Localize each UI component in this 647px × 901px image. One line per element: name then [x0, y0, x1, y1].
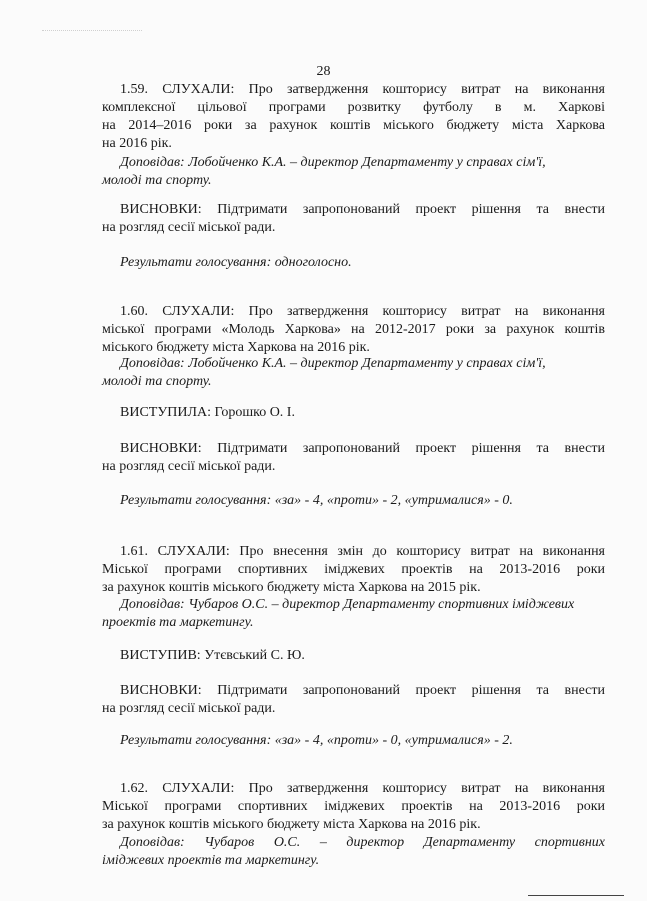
text-line: міського бюджету міста Харкова на 2016 рік.	[102, 340, 370, 355]
text-line: ВИСНОВКИ: Підтримати запропонований проект рішення та внести	[120, 441, 605, 456]
text-line: ВИСТУПИВ: Утєвський С. Ю.	[120, 648, 305, 663]
text-line: Доповідав: Чубаров О.С. – директор Департаменту спортивних іміджевих	[120, 597, 575, 612]
item-1-59-hearing	[102, 81, 605, 153]
text-line: комплексної цільової програми розвитку футболу в м. Харкові	[102, 100, 605, 115]
item-1-61-vote	[102, 732, 605, 750]
text-line: Доповідав: Чубаров О.С. – директор Департаменту спортивних	[120, 835, 605, 850]
item-1-62-hearing	[102, 780, 605, 834]
item-1-60-reporter	[102, 355, 605, 391]
text-line: Міської програми спортивних іміджевих проектів на 2013-2016 роки	[102, 799, 605, 814]
text-line: 1.60. СЛУХАЛИ: Про затвердження кошторису витрат на виконання	[120, 304, 605, 319]
item-1-60-vote	[102, 492, 605, 510]
text-line: Результати голосування: «за» - 4, «проти» - 2, «утрималися» - 0.	[120, 493, 513, 508]
item-1-59-reporter	[102, 154, 605, 190]
text-line: Результати голосування: одноголосно.	[120, 255, 352, 270]
text-line: Міської програми спортивних іміджевих проектів на 2013-2016 роки	[102, 562, 605, 577]
text-line: за рахунок коштів міського бюджету міста Харкова на 2015 рік.	[102, 580, 481, 595]
item-1-62-reporter	[102, 834, 605, 870]
item-1-61-spoke	[102, 647, 605, 665]
item-1-60-hearing	[102, 303, 605, 357]
item-1-61-conclusions	[102, 682, 605, 718]
text-line: 1.61. СЛУХАЛИ: Про внесення змін до кошторису витрат на виконання	[120, 544, 605, 559]
page-number: 28	[316, 64, 331, 79]
item-1-61-reporter	[102, 596, 605, 632]
text-line: на розгляд сесії міської ради.	[102, 701, 276, 716]
text-line: молоді та спорту.	[102, 374, 212, 389]
text-line: 1.62. СЛУХАЛИ: Про затвердження кошторису витрат на виконання	[120, 781, 605, 796]
text-line: молоді та спорту.	[102, 173, 212, 188]
item-1-60-spoke	[102, 404, 605, 422]
text-line: іміджевих проектів та маркетингу.	[102, 853, 320, 868]
text-line: ВИСНОВКИ: Підтримати запропонований проект рішення та внести	[120, 683, 605, 698]
text-line: Доповідав: Лобойченко К.А. – директор Департаменту у справах сім'ї,	[120, 155, 546, 170]
text-line: на 2016 рік.	[102, 136, 172, 151]
text-line: ВИСТУПИЛА: Горошко О. І.	[120, 405, 295, 420]
text-line: Доповідав: Лобойченко К.А. – директор Департаменту у справах сім'ї,	[120, 356, 546, 371]
item-1-61-hearing	[102, 543, 605, 597]
text-line: ВИСНОВКИ: Підтримати запропонований проект рішення та внести	[120, 202, 605, 217]
text-line: на розгляд сесії міської ради.	[102, 459, 276, 474]
text-line: на 2014–2016 роки за рахунок коштів міського бюджету міста Харкова	[102, 118, 605, 133]
item-1-59-conclusions	[102, 201, 605, 237]
text-line: 1.59. СЛУХАЛИ: Про затвердження кошторису витрат на виконання	[120, 82, 605, 97]
item-1-59-vote	[102, 254, 605, 272]
text-line: проектів та маркетингу.	[102, 615, 254, 630]
text-line: за рахунок коштів міського бюджету міста Харкова на 2016 рік.	[102, 817, 481, 832]
item-1-60-conclusions	[102, 440, 605, 476]
text-line: Результати голосування: «за» - 4, «проти» - 0, «утрималися» - 2.	[120, 733, 513, 748]
scan-artifact	[42, 30, 142, 32]
text-line: на розгляд сесії міської ради.	[102, 220, 276, 235]
text-line: міської програми «Молодь Харкова» на 2012-2017 роки за рахунок коштів	[102, 322, 605, 337]
footer-rule	[528, 895, 624, 896]
